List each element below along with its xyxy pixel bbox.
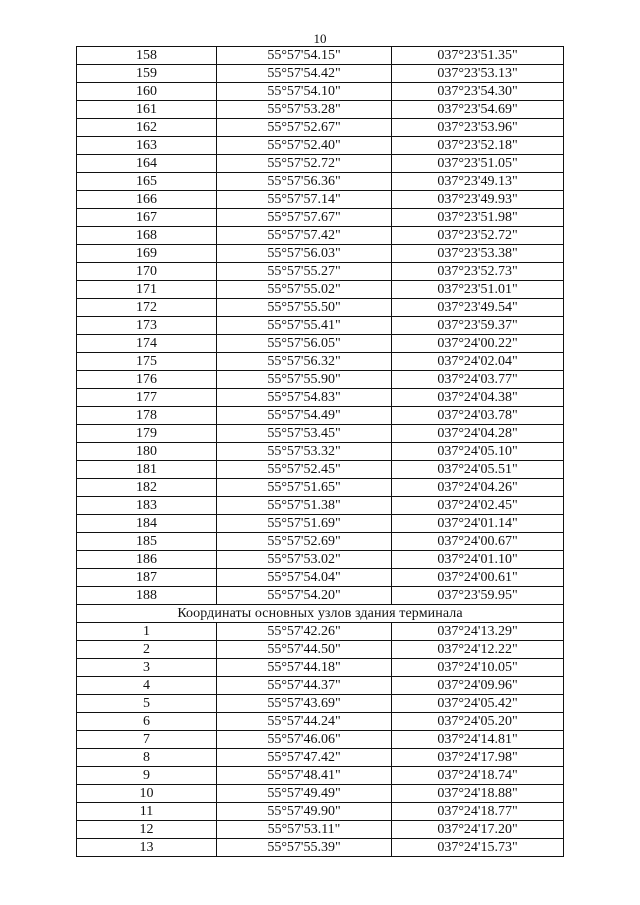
point-number-cell: 172 — [77, 299, 217, 317]
point-number-cell: 11 — [77, 803, 217, 821]
longitude-cell: 037°23'49.54" — [392, 299, 564, 317]
table-row — [77, 497, 564, 515]
longitude-cell: 037°24'00.22" — [392, 335, 564, 353]
latitude-cell: 55°57'55.41" — [217, 317, 392, 335]
latitude-cell: 55°57'54.04" — [217, 569, 392, 587]
point-number-cell: 186 — [77, 551, 217, 569]
latitude-cell: 55°57'53.32" — [217, 443, 392, 461]
table-row — [77, 461, 564, 479]
table-row — [77, 677, 564, 695]
latitude-cell: 55°57'56.03" — [217, 245, 392, 263]
point-number-cell: 178 — [77, 407, 217, 425]
longitude-cell: 037°24'00.67" — [392, 533, 564, 551]
latitude-cell: 55°57'51.65" — [217, 479, 392, 497]
table-row — [77, 749, 564, 767]
point-number-cell: 184 — [77, 515, 217, 533]
table-row — [77, 209, 564, 227]
point-number-cell: 162 — [77, 119, 217, 137]
point-number-cell: 10 — [77, 785, 217, 803]
table-row — [77, 731, 564, 749]
latitude-cell: 55°57'49.49" — [217, 785, 392, 803]
longitude-cell: 037°24'18.74" — [392, 767, 564, 785]
table-row — [77, 641, 564, 659]
longitude-cell: 037°24'01.14" — [392, 515, 564, 533]
point-number-cell: 164 — [77, 155, 217, 173]
table-row — [77, 101, 564, 119]
table-row — [77, 119, 564, 137]
table-row — [77, 317, 564, 335]
point-number-cell: 168 — [77, 227, 217, 245]
longitude-cell: 037°23'52.72" — [392, 227, 564, 245]
longitude-cell: 037°24'10.05" — [392, 659, 564, 677]
point-number-cell: 12 — [77, 821, 217, 839]
longitude-cell: 037°23'59.37" — [392, 317, 564, 335]
latitude-cell: 55°57'53.02" — [217, 551, 392, 569]
latitude-cell: 55°57'56.32" — [217, 353, 392, 371]
longitude-cell: 037°24'15.73" — [392, 839, 564, 857]
longitude-cell: 037°23'53.96" — [392, 119, 564, 137]
table-row — [77, 227, 564, 245]
page-number: 10 — [313, 31, 327, 46]
latitude-cell: 55°57'44.37" — [217, 677, 392, 695]
latitude-cell: 55°57'54.15" — [217, 47, 392, 65]
latitude-cell: 55°57'52.69" — [217, 533, 392, 551]
latitude-cell: 55°57'44.24" — [217, 713, 392, 731]
latitude-cell: 55°57'51.69" — [217, 515, 392, 533]
table-row — [77, 353, 564, 371]
point-number-cell: 2 — [77, 641, 217, 659]
latitude-cell: 55°57'56.36" — [217, 173, 392, 191]
table-row — [77, 47, 564, 65]
longitude-cell: 037°23'53.38" — [392, 245, 564, 263]
longitude-cell: 037°24'05.42" — [392, 695, 564, 713]
longitude-cell: 037°24'12.22" — [392, 641, 564, 659]
point-number-cell: 177 — [77, 389, 217, 407]
point-number-cell: 179 — [77, 425, 217, 443]
longitude-cell: 037°24'03.77" — [392, 371, 564, 389]
latitude-cell: 55°57'54.49" — [217, 407, 392, 425]
point-number-cell: 181 — [77, 461, 217, 479]
point-number-cell: 4 — [77, 677, 217, 695]
longitude-cell: 037°24'03.78" — [392, 407, 564, 425]
table-row — [77, 785, 564, 803]
longitude-cell: 037°24'04.28" — [392, 425, 564, 443]
point-number-cell: 176 — [77, 371, 217, 389]
table-row — [77, 299, 564, 317]
point-number-cell: 180 — [77, 443, 217, 461]
point-number-cell: 13 — [77, 839, 217, 857]
latitude-cell: 55°57'55.39" — [217, 839, 392, 857]
latitude-cell: 55°57'53.28" — [217, 101, 392, 119]
longitude-cell: 037°23'51.05" — [392, 155, 564, 173]
longitude-cell: 037°23'59.95" — [392, 587, 564, 605]
longitude-cell: 037°24'17.98" — [392, 749, 564, 767]
longitude-cell: 037°24'00.61" — [392, 569, 564, 587]
table-row — [77, 443, 564, 461]
longitude-cell: 037°23'52.18" — [392, 137, 564, 155]
point-number-cell: 173 — [77, 317, 217, 335]
latitude-cell: 55°57'57.14" — [217, 191, 392, 209]
latitude-cell: 55°57'52.40" — [217, 137, 392, 155]
longitude-cell: 037°24'09.96" — [392, 677, 564, 695]
longitude-cell: 037°24'05.20" — [392, 713, 564, 731]
latitude-cell: 55°57'52.72" — [217, 155, 392, 173]
table-row — [77, 155, 564, 173]
latitude-cell: 55°57'42.26" — [217, 623, 392, 641]
section-title: Координаты основных узлов здания терминала — [77, 605, 564, 623]
table-row — [77, 515, 564, 533]
longitude-cell: 037°23'49.13" — [392, 173, 564, 191]
table-row — [77, 533, 564, 551]
table-row — [77, 803, 564, 821]
longitude-cell: 037°24'13.29" — [392, 623, 564, 641]
point-number-cell: 1 — [77, 623, 217, 641]
latitude-cell: 55°57'53.11" — [217, 821, 392, 839]
table-row — [77, 191, 564, 209]
point-number-cell: 175 — [77, 353, 217, 371]
point-number-cell: 169 — [77, 245, 217, 263]
table-row — [77, 569, 564, 587]
longitude-cell: 037°23'51.35" — [392, 47, 564, 65]
latitude-cell: 55°57'56.05" — [217, 335, 392, 353]
table-row — [77, 173, 564, 191]
longitude-cell: 037°24'05.51" — [392, 461, 564, 479]
latitude-cell: 55°57'54.83" — [217, 389, 392, 407]
point-number-cell: 167 — [77, 209, 217, 227]
coordinates-table — [76, 46, 564, 857]
latitude-cell: 55°57'55.27" — [217, 263, 392, 281]
longitude-cell: 037°23'54.30" — [392, 83, 564, 101]
table-row — [77, 389, 564, 407]
latitude-cell: 55°57'48.41" — [217, 767, 392, 785]
latitude-cell: 55°57'54.42" — [217, 65, 392, 83]
point-number-cell: 183 — [77, 497, 217, 515]
table-row — [77, 659, 564, 677]
point-number-cell: 165 — [77, 173, 217, 191]
point-number-cell: 9 — [77, 767, 217, 785]
latitude-cell: 55°57'53.45" — [217, 425, 392, 443]
longitude-cell: 037°23'51.98" — [392, 209, 564, 227]
latitude-cell: 55°57'52.45" — [217, 461, 392, 479]
point-number-cell: 6 — [77, 713, 217, 731]
longitude-cell: 037°23'51.01" — [392, 281, 564, 299]
table-row — [77, 281, 564, 299]
longitude-cell: 037°24'05.10" — [392, 443, 564, 461]
table-row — [77, 623, 564, 641]
table-row — [77, 479, 564, 497]
longitude-cell: 037°24'04.26" — [392, 479, 564, 497]
table-row — [77, 83, 564, 101]
table-row — [77, 839, 564, 857]
table-row — [77, 695, 564, 713]
latitude-cell: 55°57'55.50" — [217, 299, 392, 317]
point-number-cell: 160 — [77, 83, 217, 101]
longitude-cell: 037°24'02.45" — [392, 497, 564, 515]
latitude-cell: 55°57'51.38" — [217, 497, 392, 515]
table-row — [77, 713, 564, 731]
table-row — [77, 137, 564, 155]
table-row — [77, 65, 564, 83]
point-number-cell: 159 — [77, 65, 217, 83]
table-row — [77, 263, 564, 281]
longitude-cell: 037°24'04.38" — [392, 389, 564, 407]
longitude-cell: 037°24'18.77" — [392, 803, 564, 821]
point-number-cell: 5 — [77, 695, 217, 713]
point-number-cell: 174 — [77, 335, 217, 353]
point-number-cell: 187 — [77, 569, 217, 587]
point-number-cell: 182 — [77, 479, 217, 497]
longitude-cell: 037°24'18.88" — [392, 785, 564, 803]
longitude-cell: 037°23'54.69" — [392, 101, 564, 119]
table-row — [77, 335, 564, 353]
longitude-cell: 037°24'17.20" — [392, 821, 564, 839]
latitude-cell: 55°57'57.42" — [217, 227, 392, 245]
point-number-cell: 166 — [77, 191, 217, 209]
point-number-cell: 188 — [77, 587, 217, 605]
latitude-cell: 55°57'54.10" — [217, 83, 392, 101]
longitude-cell: 037°24'01.10" — [392, 551, 564, 569]
point-number-cell: 161 — [77, 101, 217, 119]
latitude-cell: 55°57'57.67" — [217, 209, 392, 227]
point-number-cell: 8 — [77, 749, 217, 767]
table-row — [77, 245, 564, 263]
longitude-cell: 037°24'14.81" — [392, 731, 564, 749]
latitude-cell: 55°57'49.90" — [217, 803, 392, 821]
table-row — [77, 821, 564, 839]
latitude-cell: 55°57'44.18" — [217, 659, 392, 677]
latitude-cell: 55°57'43.69" — [217, 695, 392, 713]
latitude-cell: 55°57'54.20" — [217, 587, 392, 605]
table-row — [77, 551, 564, 569]
longitude-cell: 037°23'52.73" — [392, 263, 564, 281]
latitude-cell: 55°57'47.42" — [217, 749, 392, 767]
longitude-cell: 037°24'02.04" — [392, 353, 564, 371]
latitude-cell: 55°57'55.02" — [217, 281, 392, 299]
section-row — [77, 605, 564, 623]
table-row — [77, 407, 564, 425]
point-number-cell: 171 — [77, 281, 217, 299]
table-row — [77, 767, 564, 785]
table-row — [77, 371, 564, 389]
point-number-cell: 7 — [77, 731, 217, 749]
point-number-cell: 3 — [77, 659, 217, 677]
latitude-cell: 55°57'44.50" — [217, 641, 392, 659]
table-row — [77, 425, 564, 443]
point-number-cell: 163 — [77, 137, 217, 155]
longitude-cell: 037°23'53.13" — [392, 65, 564, 83]
point-number-cell: 170 — [77, 263, 217, 281]
latitude-cell: 55°57'55.90" — [217, 371, 392, 389]
latitude-cell: 55°57'52.67" — [217, 119, 392, 137]
table-row — [77, 587, 564, 605]
latitude-cell: 55°57'46.06" — [217, 731, 392, 749]
point-number-cell: 185 — [77, 533, 217, 551]
longitude-cell: 037°23'49.93" — [392, 191, 564, 209]
point-number-cell: 158 — [77, 47, 217, 65]
